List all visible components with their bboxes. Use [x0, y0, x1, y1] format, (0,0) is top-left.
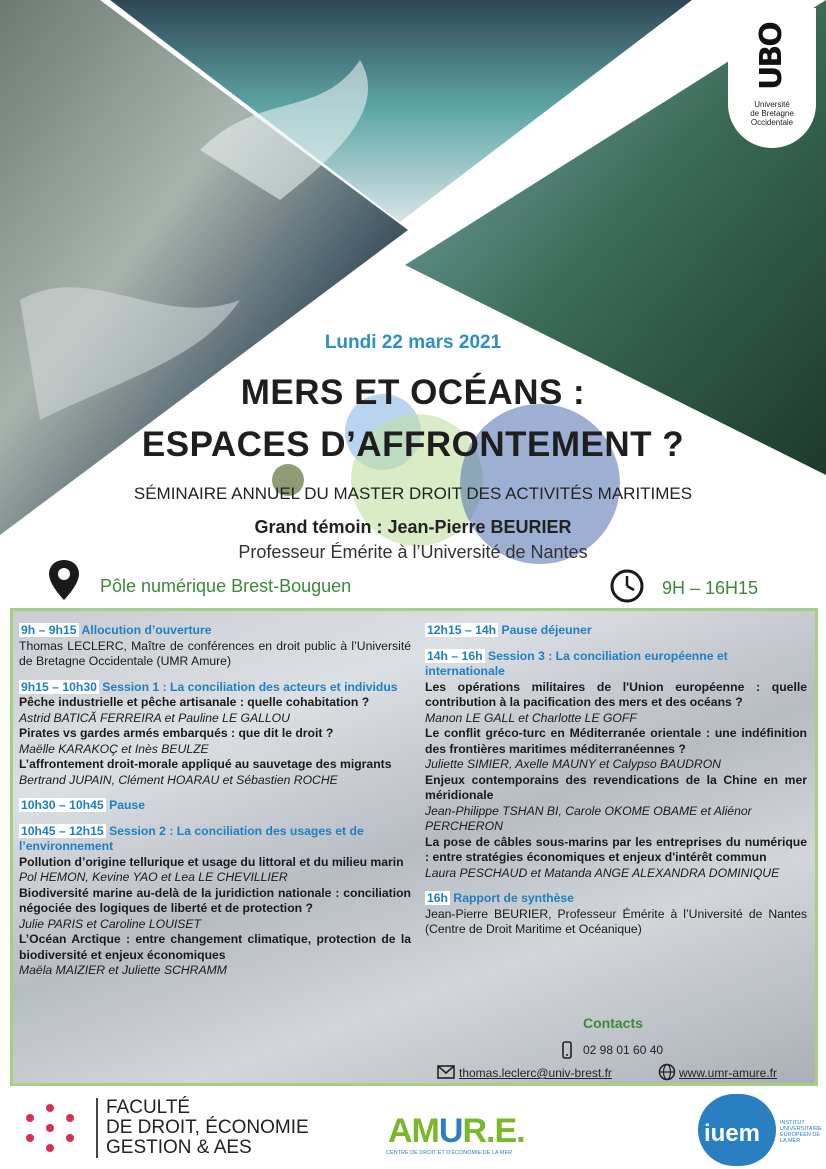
globe-icon: [658, 1063, 676, 1081]
slot-time: 14h – 16h: [427, 648, 483, 663]
phone-icon: [559, 1041, 575, 1059]
talk-title: L’Océan Arctique : entre changement climatique, protection de la biodiversité et enjeux économiques: [19, 932, 411, 962]
event-time: 9H – 16H15: [662, 578, 759, 598]
iuem-logo: iuem: [704, 1120, 761, 1147]
talk-title: Biodiversité marine au-delà de la juridiction nationale : conciliation négociée des logiques de liberté et de protection ?: [19, 885, 411, 915]
slot-label: Session 2 : La conciliation des usages et de l’environnement: [19, 823, 364, 853]
slot-time: 9h – 9h15: [21, 623, 77, 637]
ubo-logo-mark: UBO: [754, 23, 789, 91]
witness: Grand témoin : Jean-Pierre BEURIER: [254, 517, 572, 537]
talk-title: L’affrontement droit-morale appliqué au sauvetage des migrants: [19, 757, 392, 771]
event-title-line2: ESPACES D’AFFRONTEMENT ?: [141, 425, 685, 464]
iuem-logo-subtitle: INSTITUT UNIVERSITAIRE EUROPÉEN DE LA MER: [780, 1120, 822, 1144]
talk-authors: Juliette SIMIER, Axelle MAUNY et Calypso BAUDRON: [425, 757, 721, 771]
amure-logo-subtitle: CENTRE DE DROIT ET D'ÉCONOMIE DE LA MER: [386, 1150, 513, 1156]
slot-label: Allocution d’ouverture: [81, 623, 212, 637]
talk-title: Enjeux contemporains des revendications de la Chine en mer méridionale: [425, 772, 807, 802]
ubo-logo-line1: Université: [754, 100, 790, 109]
amure-logo-u: U: [438, 1112, 463, 1150]
slot-label: Session 3 : La conciliation européenne et internationale: [425, 648, 728, 678]
contact-phone: 02 98 01 60 40: [583, 1043, 664, 1057]
opening-speaker: Thomas LECLERC, Maître de conférences en droit public à l’Université de Bretagne Occidentale (UMR Amure): [19, 638, 411, 668]
talk-title: Pollution d’origine tellurique et usage du littoral et du milieu marin: [19, 854, 404, 869]
talk-title: Pirates vs gardes armés embarqués : que dit le droit ?: [19, 726, 334, 740]
slot-synthesis: [425, 891, 807, 907]
ubo-logo-line3: Occidentale: [750, 118, 794, 127]
talk-authors: Jean-Philippe TSHAN BI, Carole OKOME OBAME et Aliénor PERCHERON: [425, 803, 752, 833]
faculty-line1: FACULTÉ: [106, 1097, 191, 1118]
contact-email[interactable]: thomas.leclerc@univ-brest.fr: [459, 1066, 612, 1080]
talk-title: Pêche industrielle et pêche artisanale : quelle cohabitation ?: [19, 695, 370, 709]
talk-authors: Maëla MAIZIER et Juliette SCHRAMM: [19, 963, 227, 977]
talk-authors: Manon LE GALL et Charlotte LE GOFF: [425, 710, 637, 725]
talk-authors: Julie PARIS et Caroline LOUISET: [19, 916, 201, 931]
talk-authors: Bertrand JUPAIN, Clément HOARAU et Sébastien ROCHE: [19, 772, 338, 787]
clock-icon: [609, 568, 645, 604]
event-place: Pôle numérique Brest-Bouguen: [100, 576, 352, 596]
faculty-logo-icon: [20, 1100, 80, 1156]
programme-box: [10, 608, 818, 1086]
faculty-logo-text: [96, 1098, 309, 1158]
slot-opening: [19, 623, 411, 639]
slot-time: 9h15 – 10h30: [21, 679, 97, 694]
talk-title: Les opérations militaires de l'Union européenne : quelle contribution à la pacification des mers et des océans ?: [425, 679, 807, 709]
slot-time: 16h: [427, 891, 449, 905]
location-pin-icon: [46, 558, 82, 602]
contact-website[interactable]: www.umr-amure.fr: [679, 1066, 778, 1080]
event-subtitle: SÉMINAIRE ANNUEL DU MASTER DROIT DES ACTIVITÉS MARITIMES: [133, 484, 693, 503]
amure-logo-re: R.E.: [462, 1112, 525, 1150]
programme-right-column: [425, 623, 807, 938]
amure-logo-am: AM: [388, 1112, 439, 1150]
slot-time: 10h45 – 12h15: [21, 823, 104, 838]
slot-session-1: [19, 680, 411, 696]
event-title-line1: MERS ET OCÉANS :: [240, 373, 586, 412]
slot-time: 10h30 – 10h45: [21, 798, 104, 812]
ubo-logo: [728, 8, 816, 148]
faculty-line2: DE DROIT, ÉCONOMIE: [106, 1117, 309, 1138]
slot-label: Session 1 : La conciliation des acteurs et individus: [102, 679, 398, 694]
event-date: Lundi 22 mars 2021: [324, 332, 502, 353]
talk-title: La pose de câbles sous-marins par les entreprises du numérique : entre stratégies économiques et enjeux d'intérêt commun: [425, 834, 807, 864]
slot-pause: [19, 798, 411, 814]
talk-authors: Laura PESCHAUD et Matanda ANGE ALEXANDRA DOMINIQUE: [425, 865, 780, 880]
synthesis-speaker: Jean-Pierre BEURIER, Professeur Émérite à l’Université de Nantes (Centre de Droit Maritime et Océanique): [425, 906, 807, 936]
slot-label: Pause: [109, 798, 145, 812]
slot-lunch: [425, 623, 807, 639]
slot-label: Rapport de synthèse: [453, 891, 574, 905]
mail-icon: [437, 1064, 455, 1080]
talk-authors: Astrid BATICĂ FERREIRA et Pauline LE GALLOU: [19, 710, 290, 725]
ubo-logo-line2: de Bretagne: [750, 109, 794, 118]
slot-session-3: [425, 649, 807, 680]
slot-time: 12h15 – 14h: [427, 623, 497, 637]
programme-left-column: [19, 623, 411, 979]
talk-authors: Pol HEMON, Kevine YAO et Lea LE CHEVILLIER: [19, 870, 288, 884]
faculty-line3: GESTION & AES: [106, 1137, 252, 1158]
talk-title: Le conflit gréco-turc en Méditerranée orientale : une indéfinition des frontières maritimes méditerranéennes ?: [425, 726, 807, 756]
amure-logo: [388, 1112, 525, 1151]
slot-label: Pause déjeuner: [501, 623, 592, 637]
talk-authors: Maëlle KARAKOÇ et Inès BEULZE: [19, 741, 209, 756]
slot-session-2: [19, 824, 411, 855]
contacts-title: Contacts: [583, 1015, 643, 1031]
witness-role: Professeur Émérite à l’Université de Nantes: [238, 542, 588, 562]
